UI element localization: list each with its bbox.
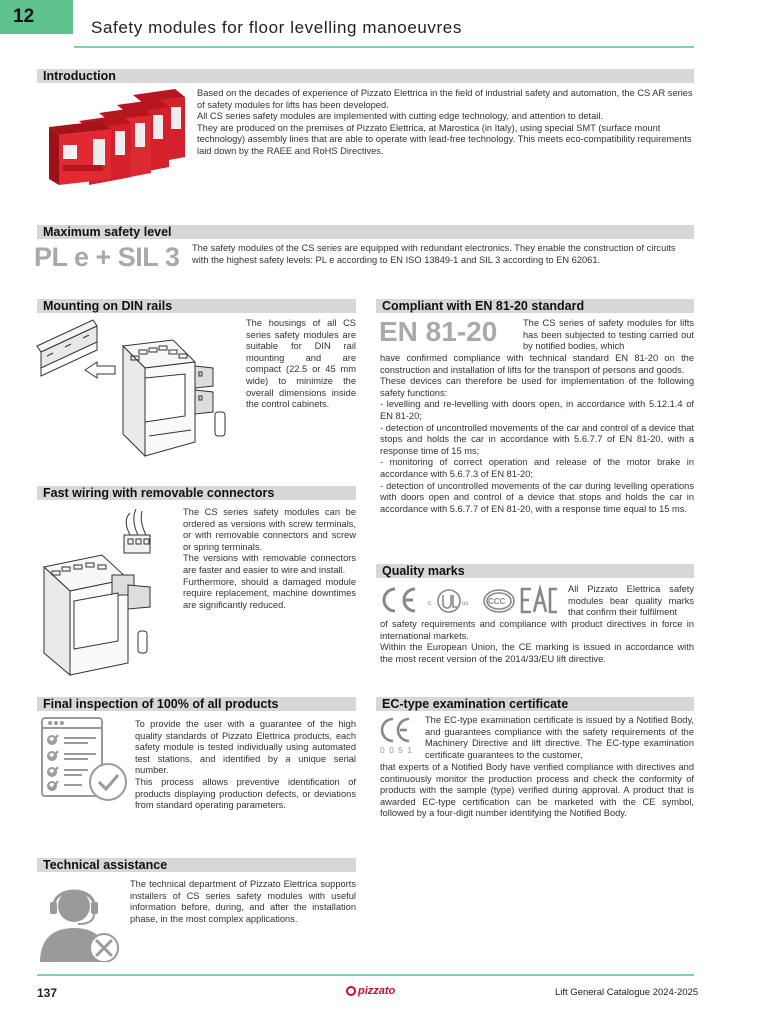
chapter-number: 12 xyxy=(13,6,35,27)
ec-heading: EC-type examination certificate xyxy=(376,697,694,711)
intro-heading: Introduction xyxy=(37,69,694,83)
pizzato-logo-icon xyxy=(346,986,356,996)
module-stack xyxy=(49,89,185,185)
svg-text:us: us xyxy=(462,601,469,607)
connector-module-illustration xyxy=(38,505,178,683)
en8120-heading: Compliant with EN 81-20 standard xyxy=(376,299,694,313)
ce-mark-icon xyxy=(384,589,415,611)
inspection-text: To provide the user with a guarantee of the high quality standards of Pizzato Elettrica products, each safety module is tested individually using automated test stations, and identified by a unique serial number. This process allows preventive identification of products displaying production defects, or deviations from standard operating parameters. xyxy=(135,719,356,811)
din-text: The housings of all CS series safety modules are suitable for DIN rail mounting and are compact (22.5 or 45 mm wide) to minimize the overall dimensions inside the control cabinets. xyxy=(246,318,356,410)
title-divider xyxy=(74,46,694,48)
safety-level-heading: Maximum safety level xyxy=(37,225,694,239)
en8120-side-text: The CS series of safety modules for lifts has been subjected to testing carried out by notified bodies, which xyxy=(523,318,694,352)
en8120-label: EN 81-20 xyxy=(379,316,498,347)
din-rail-illustration xyxy=(35,316,245,468)
intro-text: Based on the decades of experience of Pizzato Elettrica in the field of industrial safety and automation, the CS AR series of safety modules for lifts has been developed. All CS series safety modules are implemented with cutting edge technology, and attention to detail. They are produced on the premises of Pizzato Elettrica, at Marostica (in Italy), using special SMT (surface mount technology) assembly lines that are able to operate with lead-free technology. This meets eco-compatibility requirements laid down by the RAEE and RoHS Directives. xyxy=(197,88,693,156)
ec-side-text: The EC-type examination certificate is issued by a Notified Body, and guarantees compliance with the safety requirements of the Machinery Directive and lift directive. The EC-type examination certificate guarantees to the customer, xyxy=(425,715,694,760)
safety-level-text: The safety modules of the CS series are equipped with redundant electronics. They enable the construction of circuits with the highest safety levels: PL e according to EN ISO 13849-1 and SIL 3 according to EN 62061. xyxy=(192,243,676,265)
checklist-icon xyxy=(38,716,130,802)
assistance-heading: Technical assistance xyxy=(37,858,356,872)
svg-text:CCC: CCC xyxy=(488,597,506,606)
ce-notified-icon xyxy=(379,716,423,744)
svg-text:c: c xyxy=(428,600,432,607)
din-heading: Mounting on DIN rails xyxy=(37,299,356,313)
pl-sil-label: PL e + SIL 3 xyxy=(34,242,180,272)
chapter-tab xyxy=(0,0,73,34)
page-number: 137 xyxy=(37,986,58,1000)
support-agent-icon xyxy=(36,876,122,962)
eac-mark-icon xyxy=(522,589,557,612)
quality-marks-row xyxy=(379,584,564,616)
catalogue-name: Lift General Catalogue 2024-2025 xyxy=(555,987,699,998)
wiring-heading: Fast wiring with removable connectors xyxy=(37,486,356,500)
quality-text: of safety requirements and compliance with product directives in force in international markets. Within the European Union, the CE marking is issued in accordance with the most recent version of the 2014/33/EU lift directive. xyxy=(380,619,694,664)
ec-text: that experts of a Notified Body have verified compliance with directives and continuously monitor the production process and check the conformity of products with the sample (type) verified during approval. A product that is awarded EC-type certification can be marketed with the CE symbol, followed by a four-digit number identifying the Notified Body. xyxy=(380,762,694,819)
page-title: Safety modules for floor levelling manoeuvres xyxy=(91,18,462,37)
ccc-mark-icon xyxy=(484,590,514,612)
culus-mark-icon xyxy=(438,590,460,612)
footer-divider xyxy=(37,974,694,976)
assistance-text: The technical department of Pizzato Elettrica supports installers of CS series safety modules with useful information before, during, and after the installation phase, in the most complex applications. xyxy=(130,879,356,924)
wiring-text: The CS series safety modules can be ordered as versions with screw terminals, or with removable connectors and screw or spring terminals. The versions with removable connectors are faster and easier to wire and install. Furthermore, should a damaged module require replacement, machine downtimes are significantly reduced. xyxy=(183,507,356,610)
inspection-heading: Final inspection of 100% of all products xyxy=(37,697,356,711)
quality-side-text: All Pizzato Elettrica safety modules bear quality marks that confirm their fulfilment xyxy=(568,584,694,618)
en8120-text: have confirmed compliance with technical standard EN 81-20 on the construction and installation of lifts for the transport of persons and goods. These devices can therefore be used for implementation of the following safety functions: - levelling and re-levelling with doors open, in accordance with 5.12.1.4 of EN 81-20; - detection of uncontrolled movements of the car and control of a device that stops and holds the car in accordance with 5.6.7.7 of EN 81-20, with a response time of 15 ms; - monitoring of correct operation and release of the motor brake in accordance with 5.6.7.3 of EN 81-20; - detection of uncontrolled movements of the car during levelling operations with doors open and control of a device that stops and holds the car in accordance with 5.6.7.7 of EN 81-20, with a response time equal to 15 ms. xyxy=(380,353,694,514)
brand-name: pizzato xyxy=(358,985,396,997)
quality-heading: Quality marks xyxy=(376,564,694,578)
ce-notified-number: 0 0 5 1 xyxy=(380,745,413,755)
pizzato-logo xyxy=(346,985,395,997)
safety-modules-image xyxy=(43,87,191,187)
